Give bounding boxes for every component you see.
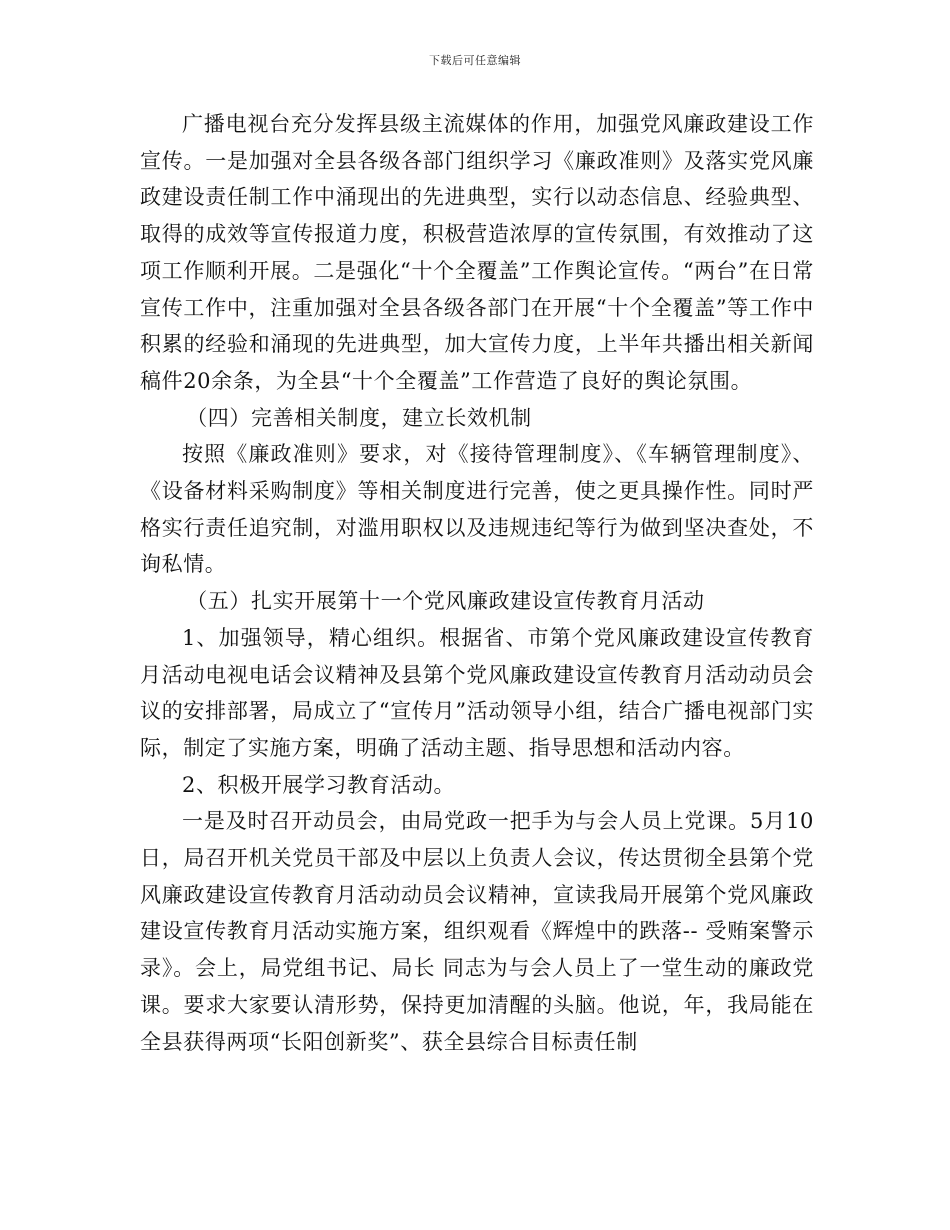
document-body [140, 106, 814, 1060]
paragraph-leadership: 1、加强领导，精心组织。根据省、市第个党风廉政建设宣传教育月活动电视电话会议精神及县第个党风廉政建设宣传教育月活动动员会议的安排部署，局成立了“宣传月”活动领导小组，结合广播电视部门实际，制定了实施方案，明确了活动主题、指导思想和活动内容。 [140, 625, 814, 760]
paragraph-study-activity: 2、积极开展学习教育活动。 [182, 772, 456, 797]
paragraph-media-publicity: 广播电视台充分发挥县级主流媒体的作用，加强党风廉政建设工作宣传。一是加强对全县各级各部门组织学习《廉政准则》及落实党风廉政建设责任制工作中涌现出的先进典型，实行以动态信息、经验典型、取得的成效等宣传报道力度，积极营造浓厚的宣传氛围，有效推动了这项工作顺利开展。二是强化“十个全覆盖”工作舆论宣传。“两台”在日常宣传工作中，注重加强对全县各级各部门在开展“十个全覆盖”等工作中积累的经验和涌现的先进典型，加大宣传力度，上半年共播出相关新闻稿件20余条，为全县“十个全覆盖”工作营造了良好的舆论氛围。 [140, 112, 814, 393]
paragraph-mobilization-meeting: 一是及时召开动员会，由局党政一把手为与会人员上党课。5月10日，局召开机关党员干部及中层以上负责人会议，传达贯彻全县第个党风廉政建设宣传教育月活动动员会议精神，宣读我局开展第个党风廉政建设宣传教育月活动实施方案，组织观看《辉煌中的跌落-- 受贿案警示录》。会上，局党组书记、局长 同志为与会人员上了一堂生动的廉政党课。要求大家要认清形势，保持更加清醒的头脑。他说，年，我局能在全县获得两项“长阳创新奖”、获全县综合目标责任制 [140, 809, 814, 1054]
paragraph-regulations: 按照《廉政准则》要求，对《接待管理制度》、《车辆管理制度》、《设备材料采购制度》等相关制度进行完善，使之更具操作性。同时严格实行责任追究制，对滥用职权以及违规违纪等行为做到坚决查处，不询私情。 [140, 442, 814, 577]
page-header: 下载后可任意编辑 [429, 54, 521, 67]
section-heading-5: （五）扎实开展第十一个党风廉政建设宣传教育月活动 [186, 589, 705, 614]
section-heading-4: （四）完善相关制度，建立长效机制 [186, 405, 532, 430]
